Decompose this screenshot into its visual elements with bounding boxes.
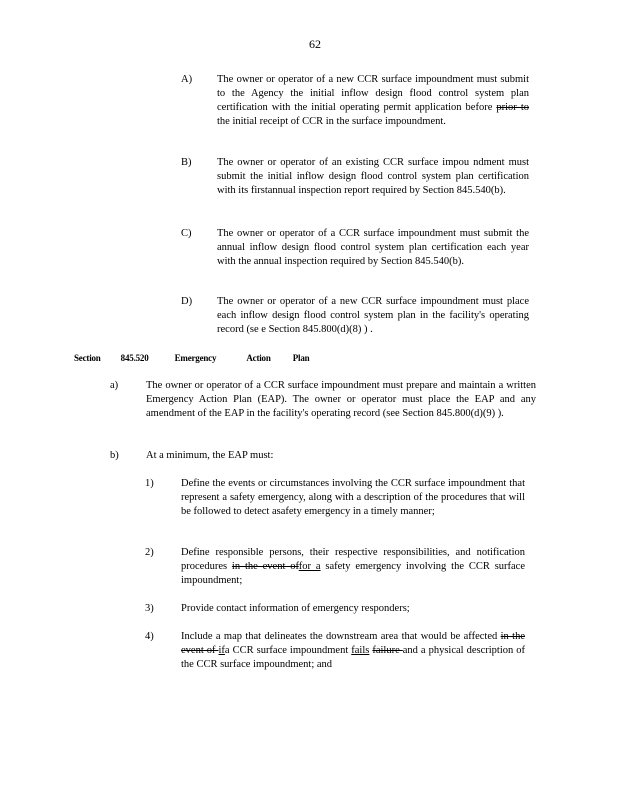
section-word: Section [74, 353, 101, 363]
item-text: The owner or operator of a new CCR surface impoundment must place each inflow design flood control system plan in the facility's operating record (se e Section 845.800(d)(8) ) . [217, 296, 529, 335]
item-label: A) [181, 74, 193, 85]
item-label: b) [110, 450, 119, 461]
inserted-text: fails [351, 645, 370, 656]
item-label: 3) [145, 603, 154, 614]
struck-text: in the event of [231, 561, 299, 572]
item-label: a) [110, 380, 119, 391]
inserted-text: if [218, 645, 225, 656]
item-text: The owner or operator of a new CCR surface impoundment must submit to the Agency the initial inflow design flood control system plan certification with the initial operating permit application before prior to the initial receipt of CCR in the surface impoundment. [217, 74, 529, 127]
item-label: 1) [145, 478, 154, 489]
item-text: Include a map that delineates the downstream area that would be affected in the event of ifa CCR surface impoundment fails failure and a physical description of the CCR surface impoundment; and [181, 631, 526, 670]
item-text: The owner or operator of a CCR surface impoundment must submit the annual inflow design flood control system plan certification each year with the annual inspection required by Section 845.540(b). [217, 228, 529, 267]
struck-text: failure [372, 645, 403, 656]
item-label: B) [181, 157, 192, 168]
item-text: The owner or operator of a CCR surface impoundment must prepare and maintain a written Emergency Action Plan (EAP). The owner or operator must place the EAP and any amendment of the EAP in the facility's operating record (see Section 845.800(d)(9) ). [146, 380, 536, 419]
item-label: D) [181, 296, 193, 307]
struck-text: in the event of [181, 631, 525, 656]
section-number: 845.520 [120, 353, 149, 363]
item-label: C) [181, 228, 192, 239]
item-text: The owner or operator of an existing CCR surface impou ndment must submit the initial inflow design flood control system plan certification with its firstannual inspection report required by Section 845.540(b). [217, 157, 529, 196]
section-title-word: Action [246, 353, 271, 363]
struck-text: prior to [496, 102, 529, 113]
item-text: Define responsible persons, their respective responsibilities, and notification procedures in the event offor a safety emergency involving the CCR surface impoundment; [181, 547, 526, 586]
item-label: 4) [145, 631, 154, 642]
section-heading [74, 353, 309, 363]
section-title-word: Plan [292, 353, 310, 363]
section-title-word: Emergency [174, 353, 217, 363]
item-label: 2) [145, 547, 154, 558]
item-text: Provide contact information of emergency responders; [181, 603, 410, 614]
page-number: 62 [309, 37, 321, 51]
item-text: Define the events or circumstances involving the CCR surface impoundment that represent a safety emergency, along with a description of the procedures that will be followed to detect asafety emergency in a timely manner; [181, 478, 525, 517]
item-text: At a minimum, the EAP must: [146, 450, 274, 461]
inserted-text: for a [298, 561, 321, 572]
